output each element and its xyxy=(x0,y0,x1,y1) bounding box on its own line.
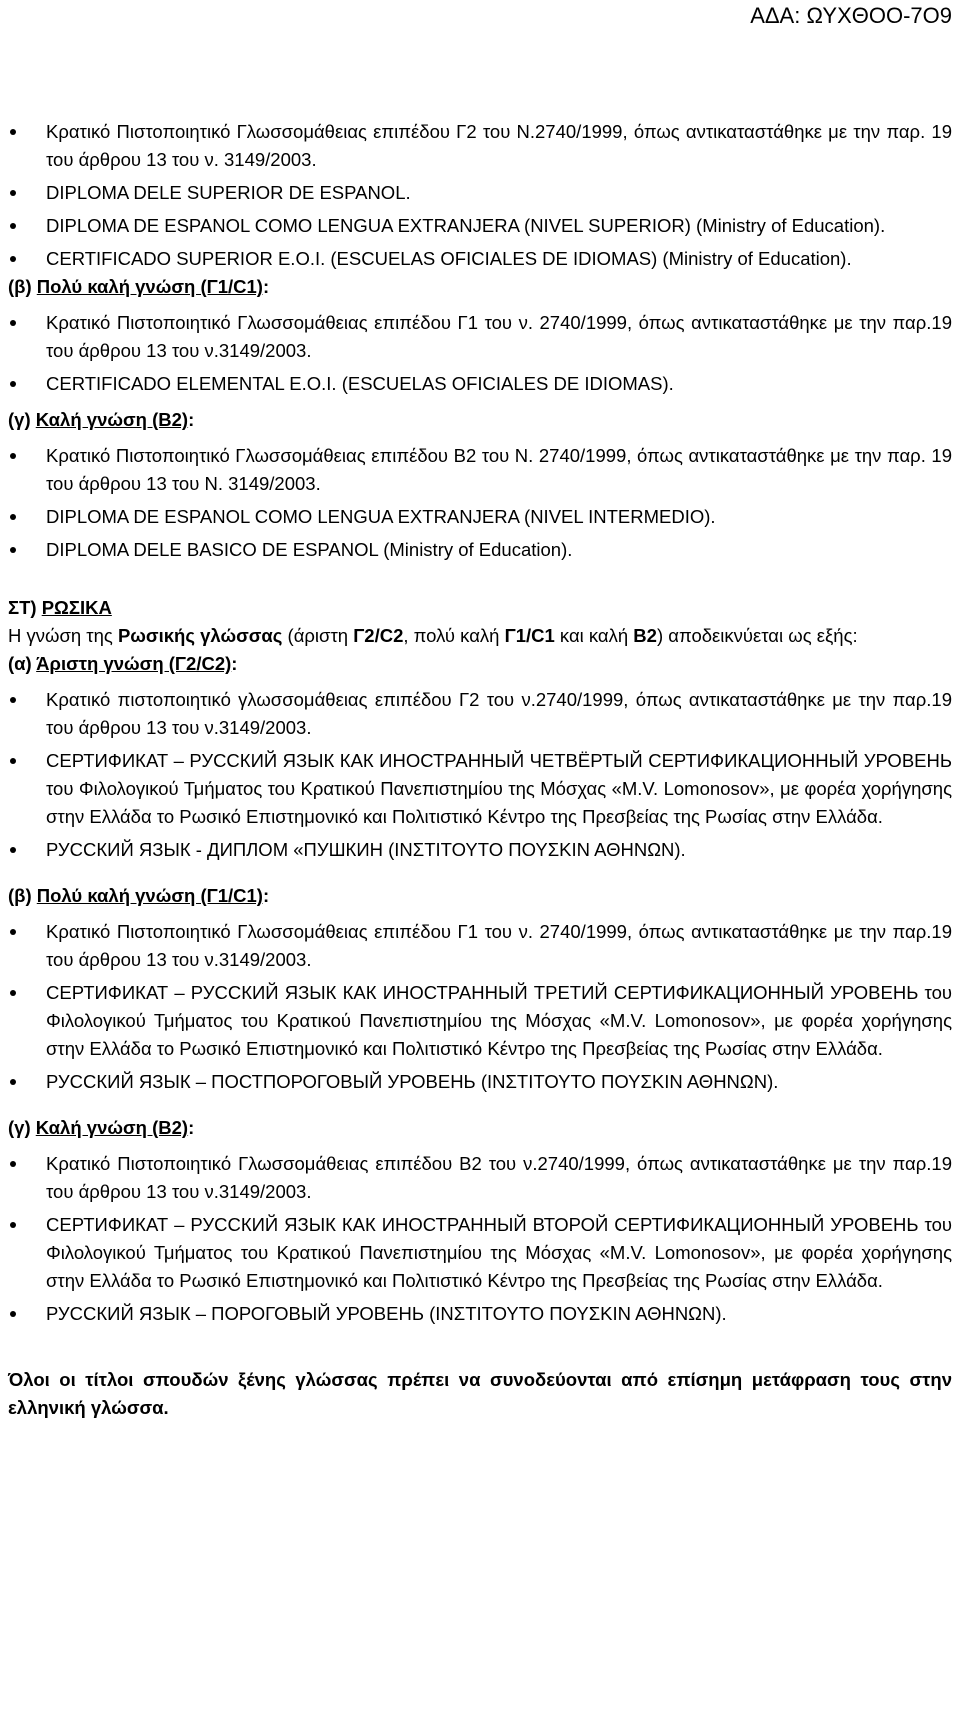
list-item: СЕРТИФИКАТ – РУССКИЙ ЯЗЫК КАК ИНОСТРАННЫЙ ВТОРОЙ СЕРТИФИКАЦИОННЫЙ УРОВЕНЬ του Φιλολογικού Τμήματος του Κρατικού Πανεπιστημίου της Μόσχας «M.V. Lomonosov», με φορέα χορήγησης στην Ελλάδα το Ρωσικό Επιστημονικό και Πολιτιστικό Κέντρο της Πρεσβείας της Ρωσίας στην Ελλάδα. xyxy=(8,1211,952,1295)
list-item: DIPLOMA DE ESPANOL COMO LENGUA EXTRANJERA (NIVEL INTERMEDIO). xyxy=(8,503,952,531)
ada-code: ΑΔΑ: ΩΥΧΘΟΟ-7Ο9 xyxy=(750,3,952,28)
intro-bold: Γ2/C2 xyxy=(353,625,404,646)
spanish-c-list xyxy=(8,442,952,564)
heading-suffix: : xyxy=(262,276,270,297)
heading-label: Καλή γνώση (Β2) xyxy=(35,1117,189,1138)
heading-label: Πολύ καλή γνώση (Γ1/C1) xyxy=(36,276,263,297)
heading-prefix: (β) xyxy=(8,276,37,297)
intro-text: Η γνώση της xyxy=(8,625,118,646)
spanish-a-list xyxy=(8,118,952,273)
list-item: Κρατικό Πιστοποιητικό Γλωσσομάθειας επιπέδου Β2 του ν.2740/1999, όπως αντικαταστάθηκε με την παρ.19 του άρθρου 13 του ν.3149/2003. xyxy=(8,1150,952,1206)
russian-section-title xyxy=(8,594,952,622)
spanish-b-list xyxy=(8,309,952,398)
intro-text: , πολύ καλή xyxy=(403,625,505,646)
list-item: Κρατικό Πιστοποιητικό Γλωσσομάθειας επιπέδου Β2 του Ν. 2740/1999, όπως αντικαταστάθηκε με την παρ. 19 του άρθρου 13 του Ν. 3149/2003. xyxy=(8,442,952,498)
heading-label: Πολύ καλή γνώση (Γ1/C1) xyxy=(36,885,263,906)
list-item: РУССКИЙ ЯЗЫК – ПОСТПОРОГОВЫЙ УРОВЕНЬ (ΙΝΣΤΙΤΟΥΤΟ ΠΟΥΣΚΙΝ ΑΘΗΝΩΝ). xyxy=(8,1068,952,1096)
section-label: ΡΩΣΙΚΑ xyxy=(41,597,112,618)
heading-suffix: : xyxy=(231,653,238,674)
spanish-b-heading xyxy=(8,273,952,301)
russian-c-heading xyxy=(8,1114,952,1142)
heading-prefix: (β) xyxy=(8,885,37,906)
heading-label: Καλή γνώση (Β2) xyxy=(35,409,189,430)
heading-label: Άριστη γνώση (Γ2/C2) xyxy=(36,653,232,674)
list-item: DIPLOMA DELE SUPERIOR DE ESPANOL. xyxy=(8,179,952,207)
list-item: РУССКИЙ ЯЗЫК - ДИПЛОМ «ПУШКИН (ΙΝΣΤΙΤΟΥΤΟ ΠΟΥΣΚΙΝ ΑΘΗΝΩΝ). xyxy=(8,836,952,864)
russian-a-heading xyxy=(8,650,952,678)
russian-b-heading xyxy=(8,882,952,910)
russian-a-list xyxy=(8,686,952,864)
heading-suffix: : xyxy=(188,409,195,430)
spanish-c-heading xyxy=(8,406,952,434)
list-item: Κρατικό Πιστοποιητικό Γλωσσομάθειας επιπέδου Γ1 του ν. 2740/1999, όπως αντικαταστάθηκε με την παρ.19 του άρθρου 13 του ν.3149/2003. xyxy=(8,309,952,365)
intro-text: και καλή xyxy=(554,625,634,646)
list-item: DIPLOMA DE ESPANOL COMO LENGUA EXTRANJERA (NIVEL SUPERIOR) (Ministry of Education). xyxy=(8,212,952,240)
intro-text: ) αποδεικνύεται ως εξής: xyxy=(656,625,858,646)
heading-suffix: : xyxy=(262,885,270,906)
russian-intro xyxy=(8,622,952,650)
list-item: CERTIFICADO ELEMENTAL E.O.I. (ESCUELAS OFICIALES DE IDIOMAS). xyxy=(8,370,952,398)
translation-note: Όλοι οι τίτλοι σπουδών ξένης γλώσσας πρέπει να συνοδεύονται από επίσημη μετάφραση τους στην ελληνική γλώσσα. xyxy=(8,1369,952,1418)
list-item: DIPLOMA DELE BASICO DE ESPANOL (Ministry of Education). xyxy=(8,536,952,564)
heading-prefix: (α) xyxy=(8,653,37,674)
list-item: СЕРТИФИКАТ – РУССКИЙ ЯЗЫК КАК ИНОСТРАННЫЙ ЧЕТВЁРТЫЙ СЕРТИФИКАЦИОННЫЙ УРОВЕНЬ του Φιλολογικού Τμήματος του Κρατικού Πανεπιστημίου της Μόσχας «M.V. Lomonosov», με φορέα χορήγησης στην Ελλάδα το Ρωσικό Επιστημονικό και Πολιτιστικό Κέντρο της Πρεσβείας της Ρωσίας στην Ελλάδα. xyxy=(8,747,952,831)
list-item: CERTIFICADO SUPERIOR E.O.I. (ESCUELAS OFICIALES DE IDIOMAS) (Ministry of Education). xyxy=(8,245,952,273)
list-item: Κρατικό Πιστοποιητικό Γλωσσομάθειας επιπέδου Γ2 του Ν.2740/1999, όπως αντικαταστάθηκε με την παρ. 19 του άρθρου 13 του ν. 3149/2003. xyxy=(8,118,952,174)
heading-prefix: (γ) xyxy=(8,1117,36,1138)
heading-suffix: : xyxy=(188,1117,195,1138)
intro-bold: Ρωσικής γλώσσας xyxy=(117,625,283,646)
russian-b-list xyxy=(8,918,952,1096)
intro-bold: Γ1/C1 xyxy=(504,625,555,646)
list-item: СЕРТИФИКАТ – РУССКИЙ ЯЗЫК КАК ИНОСТРАННЫЙ ТРЕТИЙ СЕРТИФИКАЦИОННЫЙ УРОВЕНЬ του Φιλολογικού Τμήματος του Κρατικού Πανεπιστημίου της Μόσχας «M.V. Lomonosov», με φορέα χορήγησης στην Ελλάδα το Ρωσικό Επιστημονικό και Πολιτιστικό Κέντρο της Πρεσβείας της Ρωσίας στην Ελλάδα. xyxy=(8,979,952,1063)
intro-text: (άριστη xyxy=(282,625,354,646)
list-item: РУССКИЙ ЯЗЫК – ПОРОГОВЫЙ УРОВЕНЬ (ΙΝΣΤΙΤΟΥΤΟ ΠΟΥΣΚΙΝ ΑΘΗΝΩΝ). xyxy=(8,1300,952,1328)
list-item: Κρατικό πιστοποιητικό γλωσσομάθειας επιπέδου Γ2 του ν.2740/1999, όπως αντικαταστάθηκε με την παρ.19 του άρθρου 13 του ν.3149/2003. xyxy=(8,686,952,742)
document-body xyxy=(8,118,952,1441)
heading-prefix: (γ) xyxy=(8,409,36,430)
section-prefix: ΣΤ) xyxy=(8,597,42,618)
list-item: Κρατικό Πιστοποιητικό Γλωσσομάθειας επιπέδου Γ1 του ν. 2740/1999, όπως αντικαταστάθηκε με την παρ.19 του άρθρου 13 του ν.3149/2003. xyxy=(8,918,952,974)
intro-bold: Β2 xyxy=(633,625,657,646)
russian-c-list xyxy=(8,1150,952,1328)
